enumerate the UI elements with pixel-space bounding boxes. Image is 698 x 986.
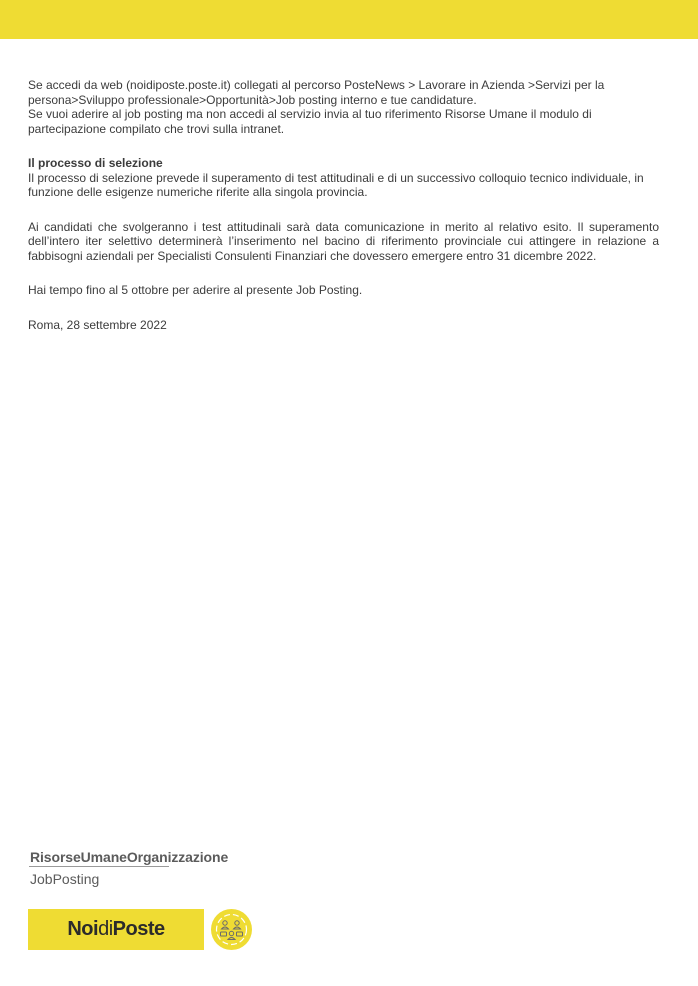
header-band [0,0,698,39]
outcome-paragraph: Ai candidati che svolgeranno i test attitudinali sarà data comunicazione in merito al relativo esito. Il superamento dell’intero iter selettivo determinerà l’inserimento nel bacino di riferimento provinciale cui attingere in relazione a fabbisogni aziendali per Specialisti Consulenti Finanziari che dovessero emergere entro 31 dicembre 2022. [28,219,659,263]
logo-text-noi: Noi [67,918,99,940]
place-date: Roma, 28 settembre 2022 [28,317,167,332]
intro-line: Se vuoi aderire al job posting ma non accedi al servizio invia al tuo riferimento Risorse Umane il modulo di [28,107,592,121]
deadline-paragraph: Hai tempo fino al 5 ottobre per aderire al presente Job Posting. [28,283,363,297]
section-name: JobPosting [30,871,100,887]
section-heading: Il processo di selezione [28,156,163,170]
logo-text-poste: Poste [112,918,165,940]
noidiposte-logo [28,909,204,950]
logo-text-di: di [98,918,113,940]
intro-line: partecipazione compilato che trovi sulla intranet. [28,121,285,136]
document-body [28,78,659,332]
org-name: RisorseUmaneOrganizzazione [30,849,229,865]
footer-divider [29,866,169,867]
people-network-icon [211,909,252,950]
selection-paragraph: Il processo di selezione prevede il superamento di test attitudinali e di un successivo colloquio tecnico individuale, in funzione delle esigenze numeriche riferite alla singola provincia. [28,170,644,199]
intro-line: persona>Sviluppo professionale>Opportunità>Job posting interno e tue candidature. [28,92,477,107]
intro-line: Se accedi da web (noidiposte.poste.it) collegati al percorso PosteNews > Lavorare in Azienda >Servizi per la [28,78,605,92]
